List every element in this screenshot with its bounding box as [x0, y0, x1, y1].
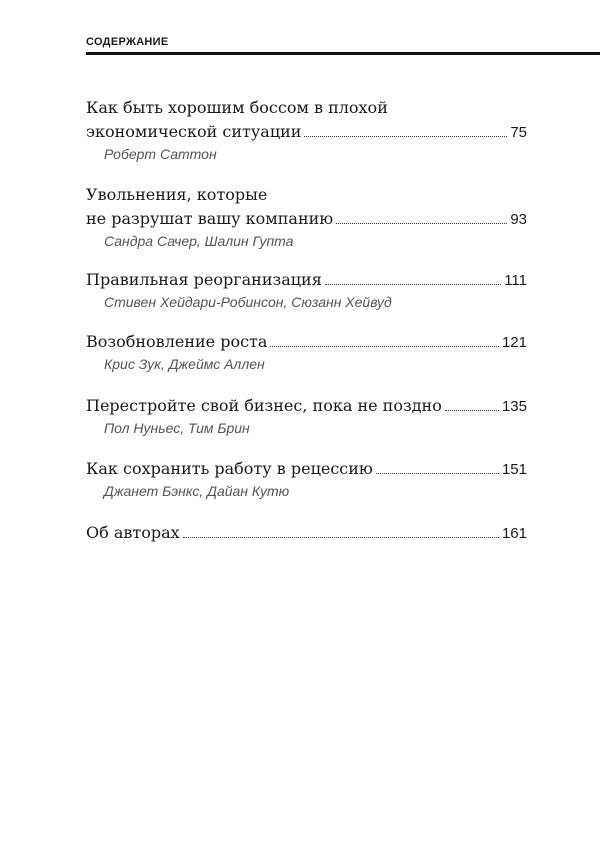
page-number: 93: [510, 211, 527, 228]
dot-leader: [336, 223, 507, 224]
page-number: 121: [501, 334, 527, 351]
toc-title: Об авторах: [86, 523, 180, 542]
toc-entry[interactable]: [86, 330, 527, 374]
toc-title-line: [86, 120, 527, 144]
toc-entry[interactable]: [86, 268, 527, 312]
toc-authors: Стивен Хейдари-Робинсон, Сюзанн Хейвуд: [104, 294, 392, 310]
page-number: 151: [501, 461, 527, 478]
toc-title-line: [86, 96, 527, 120]
dot-leader: [376, 473, 499, 474]
toc-authors: Джанет Бэнкс, Дайан Кутю: [104, 483, 290, 499]
dot-leader: [270, 346, 499, 347]
page-number: 161: [501, 525, 527, 542]
toc-title-line: [86, 457, 527, 481]
toc-entry[interactable]: [86, 183, 527, 251]
toc-title: не разрушат вашу компанию: [86, 209, 334, 228]
toc-title-line: [86, 207, 527, 231]
toc-title: Как быть хорошим боссом в плохой: [86, 98, 388, 117]
toc-entry[interactable]: [86, 457, 527, 501]
toc-title: Возобновление роста: [86, 332, 268, 351]
dot-leader: [304, 136, 507, 137]
toc-title-line: [86, 394, 527, 418]
toc-title: Перестройте свой бизнес, пока не поздно: [86, 396, 442, 415]
dot-leader: [325, 284, 501, 285]
toc-authors: Пол Нуньес, Тим Брин: [104, 420, 250, 436]
page-number: 135: [501, 398, 527, 415]
toc-authors: Сандра Сачер, Шалин Гупта: [104, 233, 294, 249]
toc-title-line: [86, 268, 527, 292]
toc-entry[interactable]: [86, 394, 527, 438]
section-header: СОДЕРЖАНИЕ: [86, 36, 169, 48]
toc-title: экономической ситуации: [86, 122, 302, 141]
page-number: 75: [510, 124, 527, 141]
toc-entry[interactable]: [86, 96, 527, 164]
page-number: 111: [504, 272, 527, 289]
toc-authors: Роберт Саттон: [104, 146, 217, 162]
dot-leader: [183, 537, 499, 538]
toc-authors: Крис Зук, Джеймс Аллен: [104, 356, 265, 372]
toc-title: Правильная реорганизация: [86, 270, 322, 289]
header-rule: [86, 52, 600, 55]
toc-title-line: [86, 183, 527, 207]
toc-title: Как сохранить работу в рецессию: [86, 459, 373, 478]
toc-entry[interactable]: [86, 521, 527, 545]
dot-leader: [445, 410, 499, 411]
toc-title: Увольнения, которые: [86, 185, 268, 204]
toc-title-line: [86, 330, 527, 354]
toc-title-line: [86, 521, 527, 545]
